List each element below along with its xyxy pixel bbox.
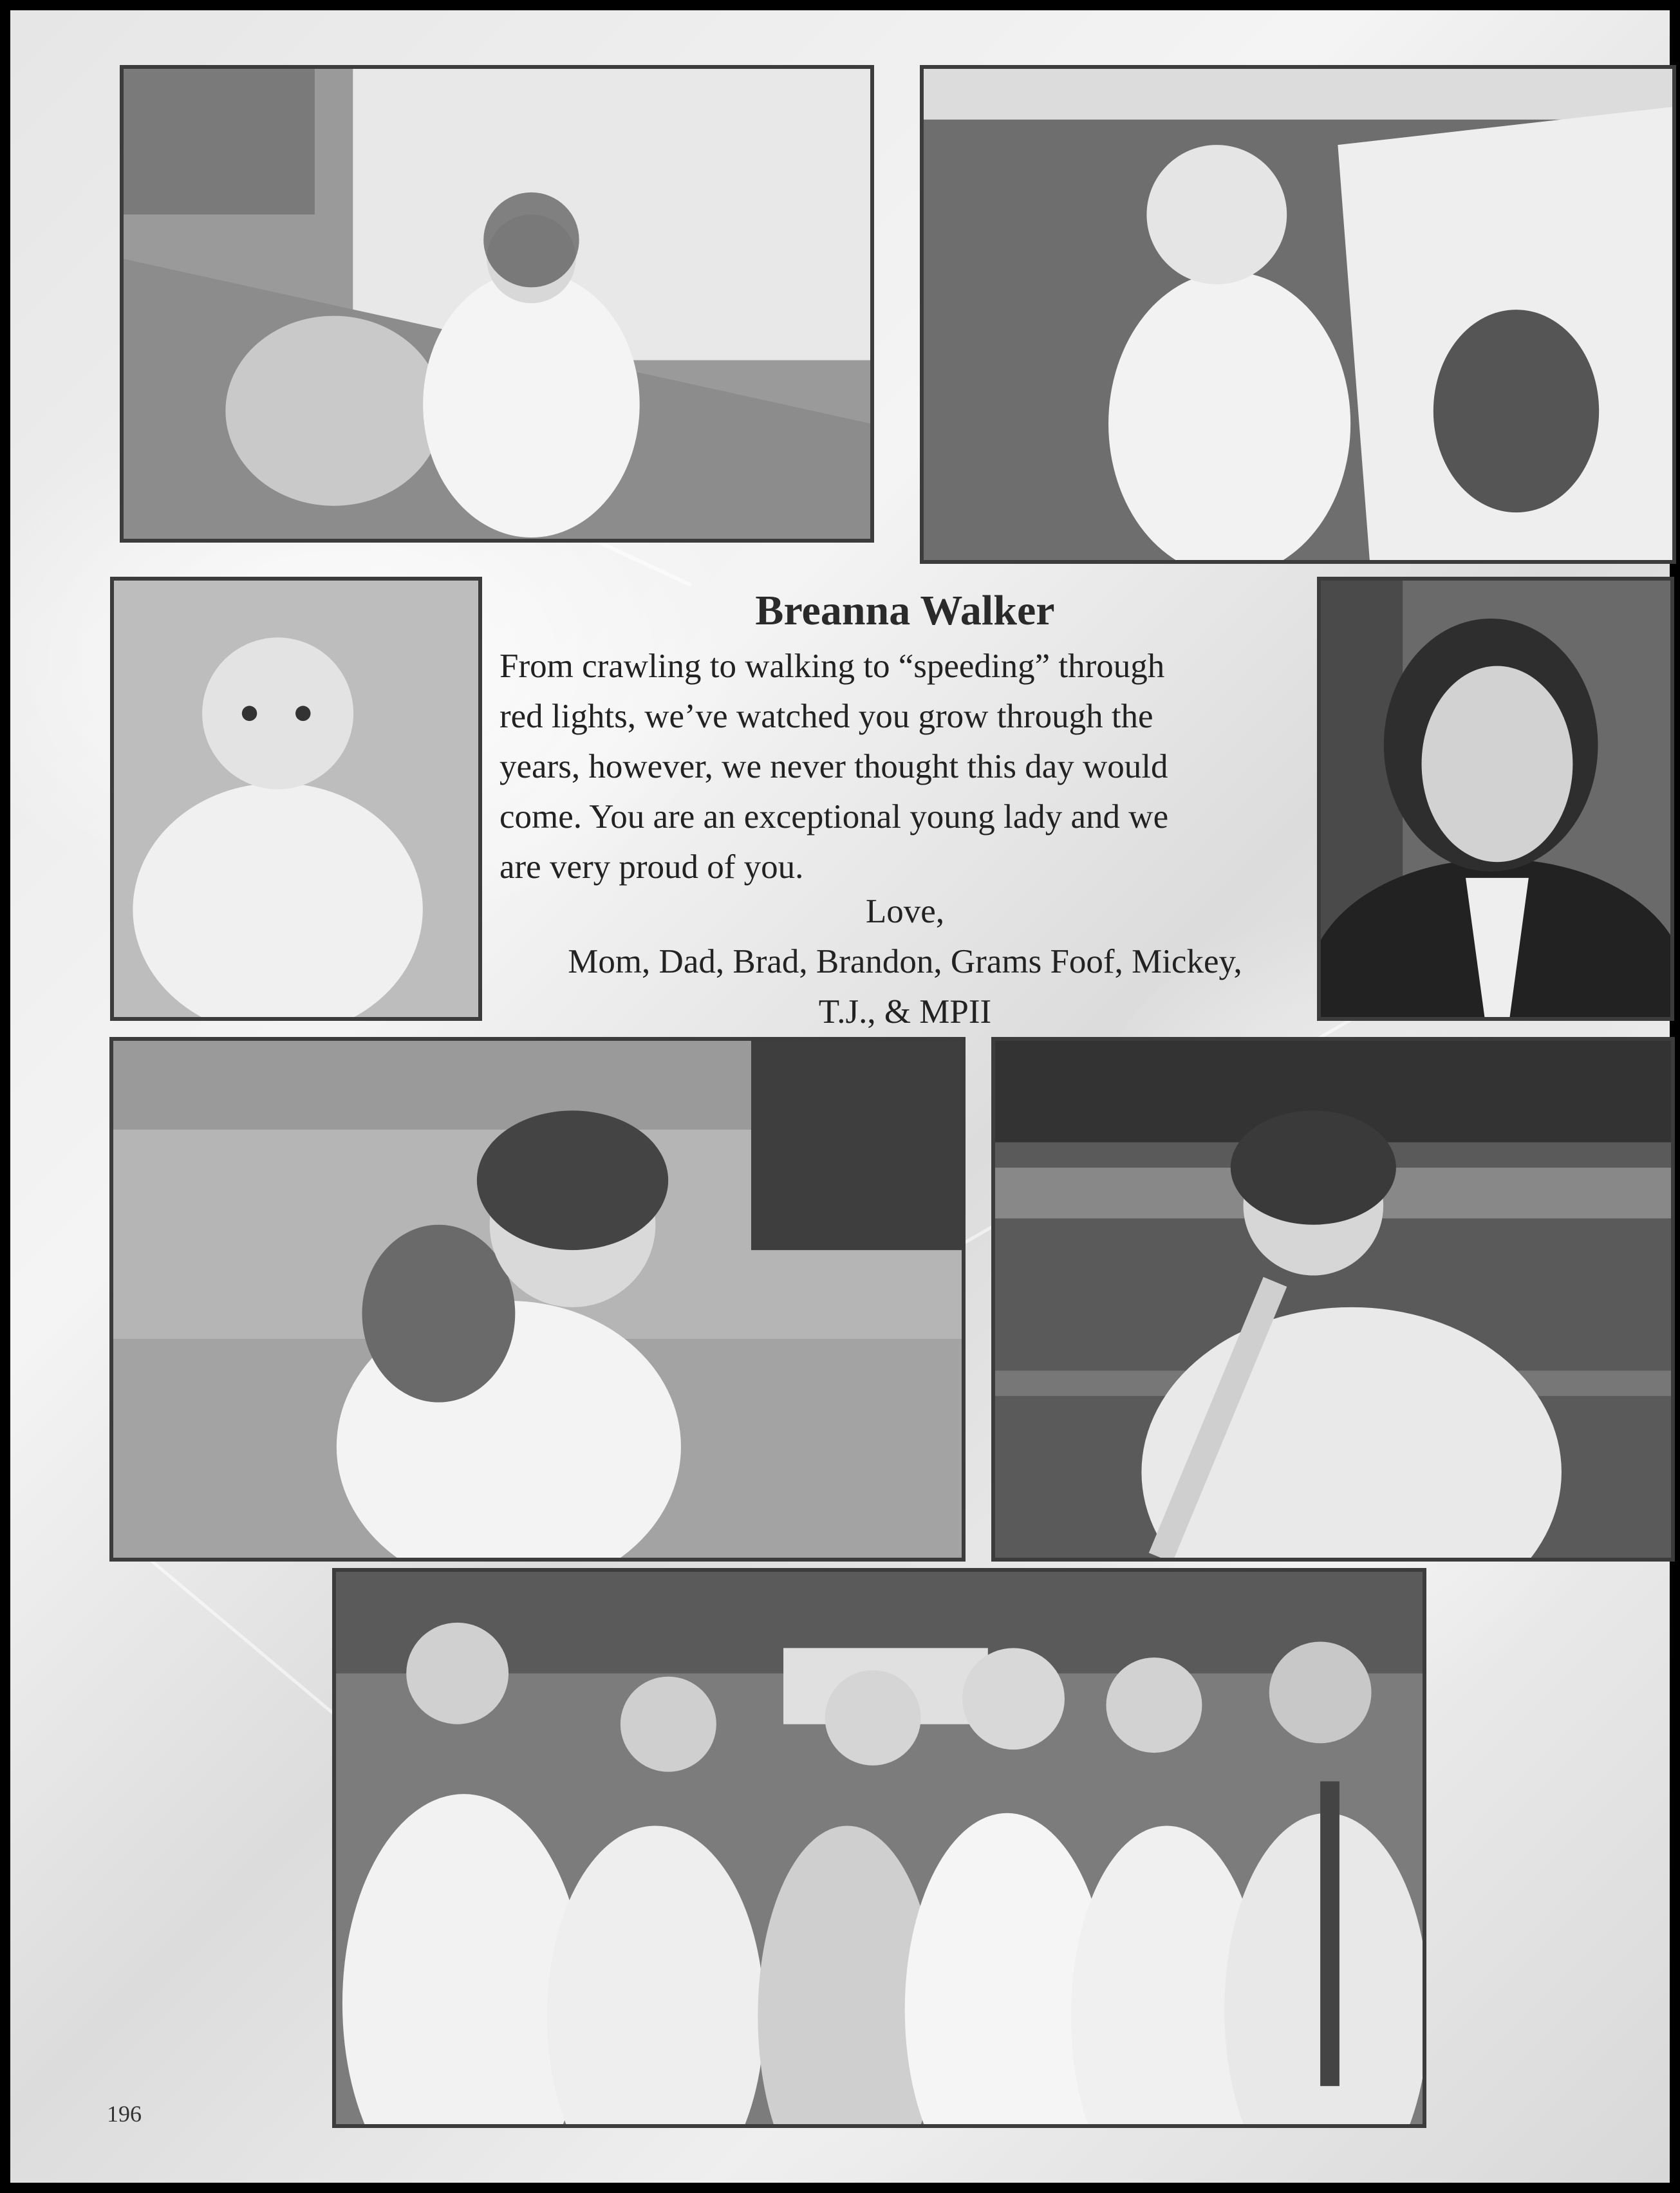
message-line: red lights, we’ve watched you grow through the [499,698,1153,735]
message-line: years, however, we never thought this day would [499,748,1168,785]
photo-baby-standing-outdoors [920,65,1676,564]
photo-senior-portrait [1317,577,1674,1021]
message-line: From crawling to walking to “speeding” through [499,648,1165,685]
student-name: Breanna Walker [755,587,1055,634]
message-line: are very proud of you. [499,848,804,886]
message-line: come. You are an exceptional young lady and we [499,798,1169,835]
photo-toddler-hugging-toy [109,1037,966,1562]
photo-teen-with-bat [991,1037,1675,1562]
photo-group-of-friends [332,1568,1426,2128]
signature-line-2: T.J., & MPII [818,993,992,1031]
yearbook-page [10,10,1670,2183]
closing-text: Love, [865,893,945,930]
photo-infant-portrait [110,577,482,1021]
signature-line-1: Mom, Dad, Brad, Brandon, Grams Foof, Mickey, [568,943,1242,980]
page-number: 196 [107,2101,142,2127]
photo-toddler-with-dog [120,65,874,543]
tribute-message [499,641,1336,892]
